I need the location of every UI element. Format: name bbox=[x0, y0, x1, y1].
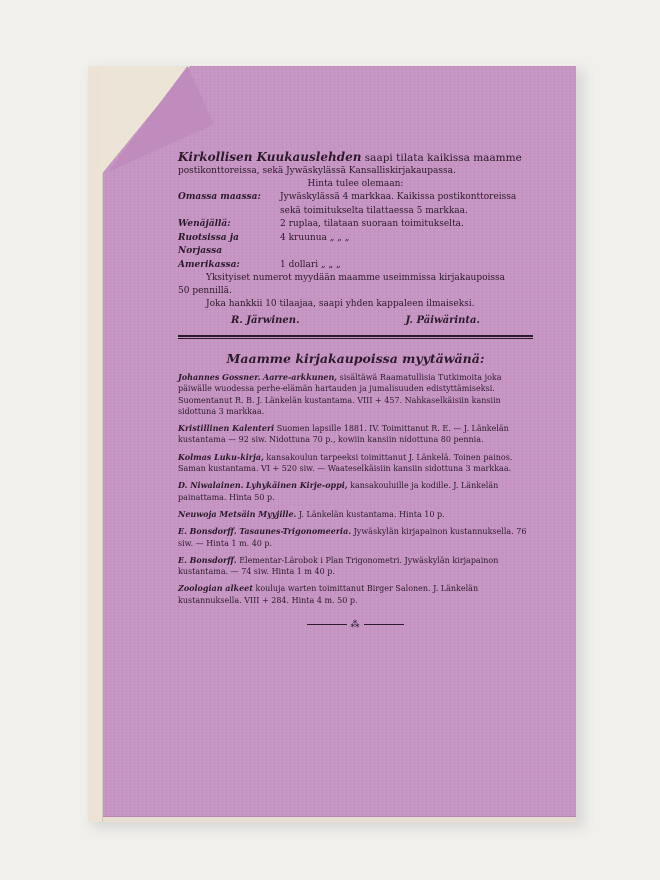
magazine-title: Kirkollisen Kuukauslehden bbox=[178, 150, 362, 164]
price-row: Amerikassa: 1 dollari „ „ „ bbox=[178, 259, 341, 270]
single-issue-note-2: 50 pennillä. bbox=[178, 286, 232, 296]
book-list bbox=[178, 372, 533, 606]
list-item: D. Niwalainen. Lyhykäinen Kirje-oppi, kansakouluille ja kodille. J. Länkelän painattama. Hinta 50 p. bbox=[178, 480, 499, 502]
list-item: Kolmas Luku-kirja, kansakoulun tarpeeksi toimittanut J. Länkelä. Toinen painos. Saman kustantama. VI + 520 siw. — Waateselkäisiin kansiin sidottuna 3 markkaa. bbox=[178, 451, 513, 474]
list-item: E. Bonsdorff. Tasaunes-Trigonomeeria. Jywäskylän kirjapainon kustannuksella. 76 siw. — Hinta 1 m. 40 p. bbox=[178, 526, 527, 548]
spine-edge bbox=[88, 66, 103, 822]
divider-thin bbox=[178, 338, 533, 339]
single-issue-note: Yksityiset numerot myydään maamme useimmissa kirjakaupoissa bbox=[206, 273, 506, 283]
signature-right: J. Päiwärinta. bbox=[405, 315, 480, 326]
bulk-offer-note: Joka hankkii 10 tilaajaa, saapi yhden kappaleen ilmaiseksi. bbox=[206, 299, 475, 309]
ornament-glyph: ⁂ bbox=[350, 620, 361, 631]
price-row: sekä toimitukselta tilattaessa 5 markkaa. bbox=[280, 205, 468, 216]
ornament-line bbox=[307, 624, 347, 625]
list-item: Neuwoja Metsäin Myyjille. J. Länkelän kustantama. Hinta 10 p. bbox=[178, 508, 445, 519]
price-table bbox=[178, 191, 533, 272]
list-item: E. Bonsdorff. Elementar-Lärobok i Plan Trigonometri. Jywäskylän kirjapainon kustantama. — 74 siw. Hinta 1 m 40 p. bbox=[178, 554, 499, 577]
list-item: Zoologian alkeet kouluja warten toimittanut Birger Salonen. J. Länkelän kustannuksella. VIII + 284. Hinta 4 m. 50 p. bbox=[178, 583, 479, 605]
price-row: Omassa maassa: Jywäskylässä 4 markkaa. Kaikissa postikonttoreissa bbox=[178, 192, 517, 202]
subscription-line-2: postikonttoreissa, sekä Jywäskylässä Kansalliskirjakaupassa. bbox=[178, 166, 456, 176]
price-heading: Hinta tulee olemaan: bbox=[307, 179, 404, 189]
signature-left: R. Järwinen. bbox=[231, 315, 300, 326]
price-row: Ruotsissa ja Norjassa 4 kruunua „ „ „ bbox=[178, 232, 350, 256]
signatures bbox=[178, 315, 533, 326]
cover-text bbox=[178, 150, 533, 630]
ornament bbox=[178, 620, 533, 630]
section-title: Maamme kirjakaupoissa myytäwänä: bbox=[226, 351, 485, 366]
price-row: Wenäjällä: 2 ruplaa, tilataan suoraan toimitukselta. bbox=[178, 219, 464, 229]
ornament-line bbox=[364, 624, 404, 625]
subscription-line: Kirkollisen Kuukauslehden saapi tilata kaikissa maamme bbox=[178, 150, 522, 164]
list-item: Kristillinen Kalenteri Suomen lapsille 1881. IV. Toimittanut R. E. — J. Länkelän kustantama — 92 siw. Nidottuna 70 p., kowiin kansiin nidottuna 80 pennia. bbox=[178, 423, 509, 445]
divider-thick bbox=[178, 335, 533, 337]
list-item: Johannes Gossner. Aarre-arkkunen, sisältäwä Raamatullisia Tutkimoita joka päiwälle wuodessa perhe-elämän hartauden ja jumalisuuden edistyttämiseksi. Suomentanut R. B. J. Länkelän kustantama. VIII + 457. Nahkaselkäisiin kansiin sidottuna 3 markkaa. bbox=[178, 372, 502, 416]
